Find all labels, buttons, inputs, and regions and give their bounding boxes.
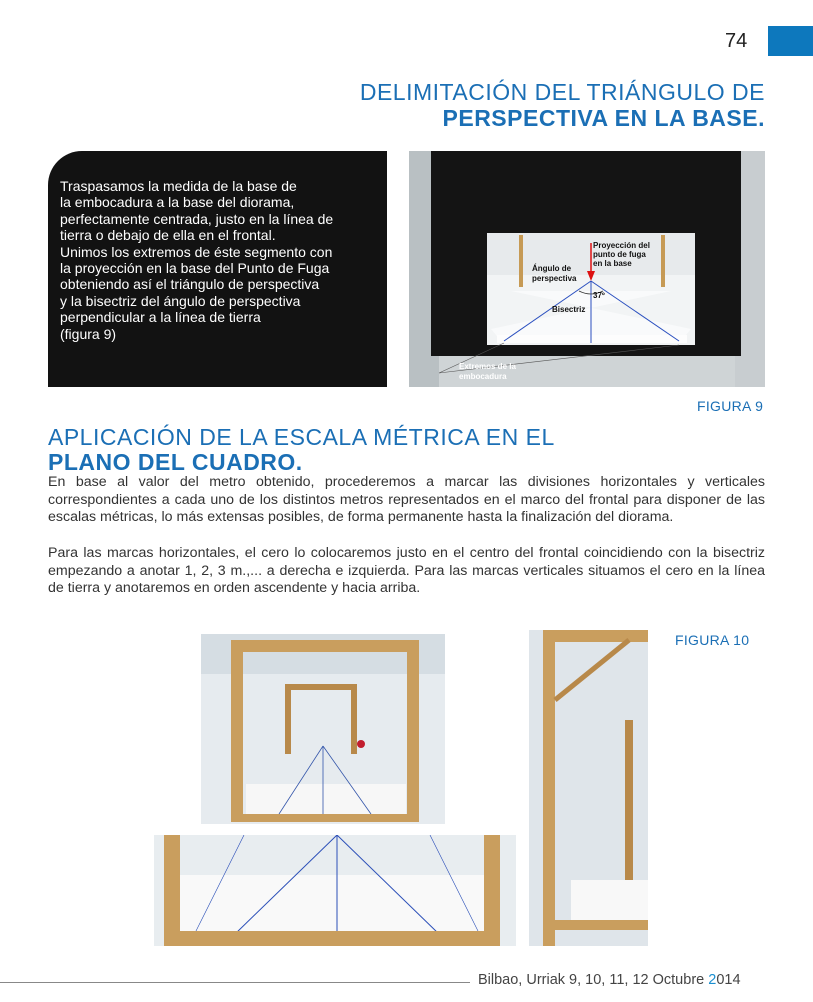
- label-projection-3: en la base: [593, 259, 632, 268]
- page-number: 74: [725, 30, 748, 52]
- intro-text-box: [48, 151, 387, 387]
- intro-line: la embocadura a la base del diorama,: [60, 194, 295, 211]
- intro-line: perfectamente centrada, justo en la línea de: [60, 210, 334, 227]
- intro-line: y la bisectriz del ángulo de perspectiva: [60, 292, 301, 309]
- label-degrees: 37º: [593, 291, 605, 300]
- section2-paragraph-1: En base al valor del metro obtenido, procederemos a marcar las divisiones horizontales y verticales correspondientes a cada uno de los distintos metros representados en el marco del frontal para disponer de las escalas métricas, lo más extensas posibles, de forma permanente hasta la finalización del diorama.: [48, 474, 765, 526]
- footer-text: [478, 972, 741, 988]
- label-projection-1: Proyección del: [593, 241, 650, 250]
- intro-line: perpendicular a la línea de tierra: [60, 309, 261, 326]
- label-projection-2: punto de fuga: [593, 250, 646, 259]
- section2-paragraph-2: Para las marcas horizontales, el cero lo colocaremos justo en el centro del frontal coincidiendo con la bisectriz empezando a anotar 1, 2, 3 m.,... a derecha e izquierda. Para las marcas verticales situamos el cero en la línea de tierra y anotaremos en orden ascendente y hacia arriba.: [48, 545, 765, 597]
- intro-line: Traspasamos la medida de la base de: [60, 178, 297, 194]
- figure10-photo-closeup: [154, 835, 516, 946]
- footer-year-accent: 2: [708, 972, 717, 988]
- figure10-photo-side: [529, 630, 648, 946]
- page-tab-marker: [768, 26, 813, 56]
- footer-year-rest: 014: [716, 972, 741, 988]
- footer-main: Bilbao, Urriak 9, 10, 11, 12 Octubre: [478, 972, 709, 988]
- section2-title-line1: APLICACIÓN DE LA ESCALA MÉTRICA EN EL: [48, 424, 555, 450]
- intro-line: obteniendo así el triángulo de perspectiva: [60, 276, 320, 293]
- figure10-front-illustration: [201, 634, 445, 824]
- section2-title-line2: PLANO DEL CUADRO.: [48, 449, 303, 475]
- footer-rule: [0, 982, 470, 983]
- figure9-illustration: [409, 151, 765, 387]
- figure10-caption: FIGURA 10: [675, 632, 750, 648]
- intro-text-content: [60, 178, 378, 342]
- section1-title-line2: PERSPECTIVA EN LA BASE.: [442, 105, 765, 131]
- label-extremos-1: Extremos de la: [459, 362, 516, 371]
- label-extremos-2: embocadura: [459, 372, 507, 381]
- intro-line: la proyección en la base del Punto de Fuga: [60, 260, 330, 277]
- section1-title-line1: DELIMITACIÓN DEL TRIÁNGULO DE: [359, 79, 765, 105]
- label-bisectriz: Bisectriz: [552, 305, 586, 314]
- figure10-photo-front: [201, 634, 445, 824]
- figure10-side-illustration: [529, 630, 648, 946]
- figure9-photo: [409, 151, 765, 387]
- intro-line: Unimos los extremos de éste segmento con: [60, 243, 333, 260]
- intro-line: tierra o debajo de ella en el frontal.: [60, 227, 276, 244]
- figure10-closeup-illustration: [154, 835, 516, 946]
- label-angle-2: perspectiva: [532, 274, 577, 283]
- figure9-caption: FIGURA 9: [697, 398, 764, 414]
- label-angle-1: Ángulo de: [532, 264, 572, 273]
- intro-line: (figura 9): [60, 325, 117, 342]
